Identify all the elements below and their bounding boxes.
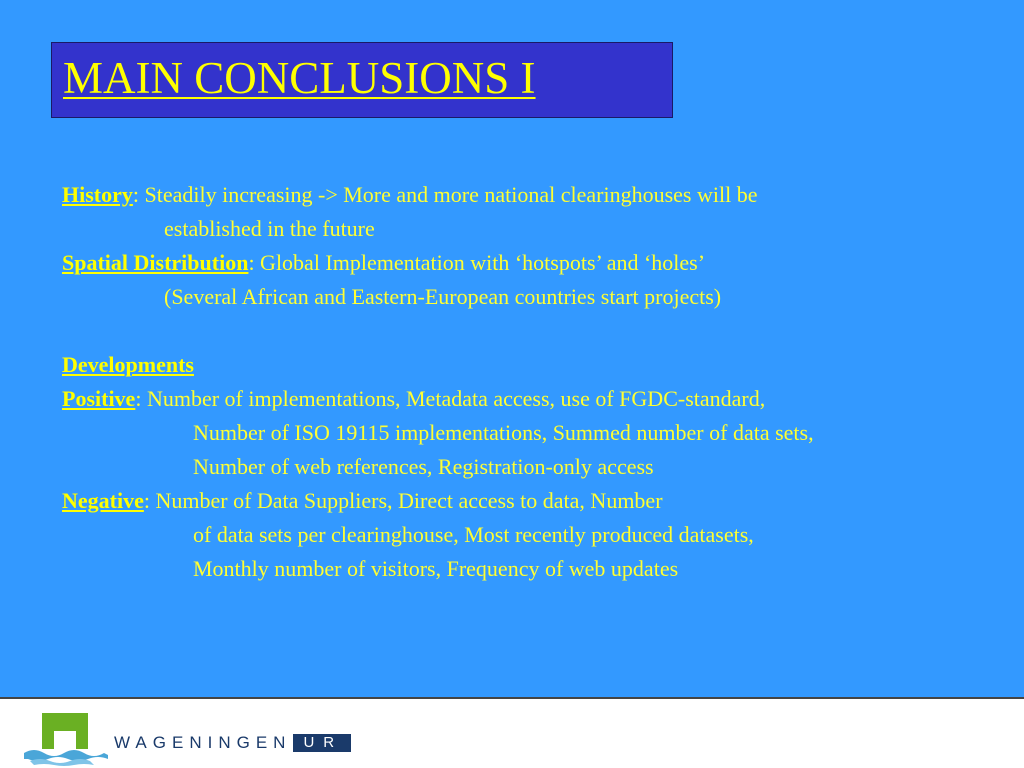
negative-label: Negative xyxy=(62,488,144,513)
positive-text: : Number of implementations, Metadata access, use of FGDC-standard, xyxy=(135,386,766,411)
positive-continuation-1: Number of ISO 19115 implementations, Summed number of data sets, xyxy=(193,420,814,445)
negative-line xyxy=(62,484,1012,518)
developments-heading: Developments xyxy=(62,352,194,377)
negative-text: : Number of Data Suppliers, Direct access to data, Number xyxy=(143,488,663,513)
positive-label: Positive xyxy=(62,386,136,411)
footer-bar xyxy=(0,697,1024,768)
spatial-text: : Global Implementation with ‘hotspots’ and ‘holes’ xyxy=(248,250,706,275)
title-box xyxy=(51,42,673,118)
history-continuation: established in the future xyxy=(164,216,375,241)
positive-continuation-2: Number of web references, Registration-only access xyxy=(193,454,654,479)
spatial-label: Spatial Distribution xyxy=(62,250,249,275)
negative-continuation-1: of data sets per clearinghouse, Most recently produced datasets, xyxy=(193,522,754,547)
negative-continuation-2: Monthly number of visitors, Frequency of web updates xyxy=(193,556,679,581)
slide-content xyxy=(62,178,1012,586)
spatial-line xyxy=(62,246,1012,280)
spatial-continuation: (Several African and Eastern-European countries start projects) xyxy=(164,284,722,309)
history-line xyxy=(62,178,1012,212)
developments-line xyxy=(62,348,1012,382)
positive-line xyxy=(62,382,1012,416)
wordmark-suffix: UR xyxy=(293,734,351,752)
wageningen-building-icon xyxy=(24,709,108,767)
wageningen-wordmark xyxy=(114,733,351,753)
slide-title: MAIN CONCLUSIONS I xyxy=(63,53,536,103)
history-label: History xyxy=(62,182,133,207)
wordmark-main: WAGENINGEN xyxy=(114,733,292,752)
spacer xyxy=(62,314,1012,348)
history-text: : Steadily increasing -> More and more national clearinghouses will be xyxy=(132,182,758,207)
